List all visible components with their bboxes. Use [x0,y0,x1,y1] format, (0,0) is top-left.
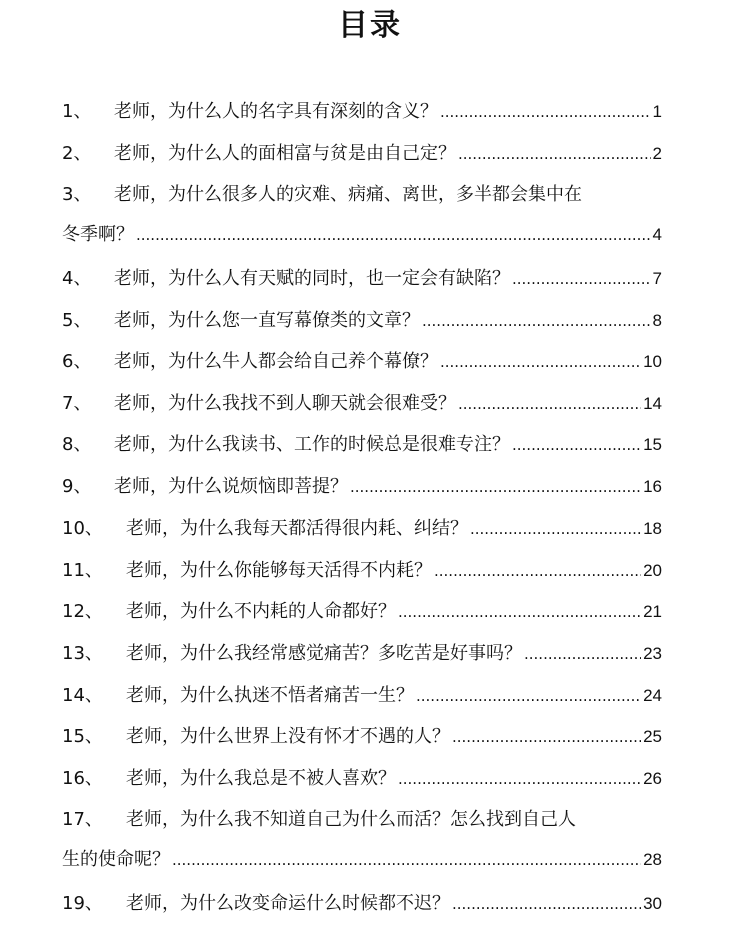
entry-page-number: 23 [643,644,662,663]
toc-entry-2[interactable] [62,142,662,166]
entry-page-number: 4 [652,225,662,244]
toc-entry-14[interactable] [62,684,662,708]
entry-number: 3、 [62,184,92,205]
entry-title: 老师，为什么你能够每天活得不内耗？ [126,560,432,581]
entry-page-number: 20 [643,561,662,580]
page-title: 目录 [338,8,402,43]
entry-page-number: 16 [643,477,662,496]
entry-number: 5、 [62,310,92,331]
entry-number: 17、 [62,809,103,830]
toc-entry-11[interactable] [62,559,662,583]
toc-entry-17[interactable] [62,808,662,872]
entry-title: 老师，为什么人的名字具有深刻的含义？ [114,101,438,122]
entry-title: 老师，为什么人有天赋的同时，也一定会有缺陷？ [114,268,510,289]
dot-leader [452,892,641,916]
entry-number: 1、 [62,101,92,122]
toc-entry-16[interactable] [62,767,662,791]
dot-leader [440,100,651,124]
entry-title: 老师，为什么牛人都会给自己养个幕僚？ [114,351,438,372]
dot-leader [452,725,641,749]
entry-title-line1: 老师，为什么很多人的灾难、病痛、离世，多半都会集中在 [114,184,582,205]
entry-page-number: 15 [643,435,662,454]
entry-number: 8、 [62,434,92,455]
entry-title-line2: 冬季啊？ [62,224,134,245]
toc-entry-9[interactable] [62,475,662,499]
entry-title: 老师，为什么世界上没有怀才不遇的人？ [126,726,450,747]
entry-page-number: 14 [643,394,662,413]
toc-entry-10[interactable] [62,517,662,541]
entry-number: 13、 [62,643,103,664]
entry-number: 14、 [62,685,103,706]
entry-title: 老师，为什么不内耗的人命都好？ [126,601,396,622]
entry-number: 2、 [62,143,92,164]
toc-entry-12[interactable] [62,600,662,624]
entry-title: 老师，为什么我读书、工作的时候总是很难专注？ [114,434,510,455]
entry-title: 老师，为什么说烦恼即菩提？ [114,476,348,497]
entry-number: 10、 [62,518,103,539]
entry-page-number: 10 [643,352,662,371]
dot-leader [398,600,641,624]
entry-number: 12、 [62,601,103,622]
dot-leader [524,642,641,666]
entry-number: 16、 [62,768,103,789]
dot-leader [422,309,651,333]
entry-page-number: 18 [643,519,662,538]
toc-entry-15[interactable] [62,725,662,749]
entry-title: 老师，为什么改变命运什么时候都不迟？ [126,893,450,914]
entry-page-number: 21 [643,602,662,621]
toc-entry-8[interactable] [62,433,662,457]
dot-leader [172,848,641,872]
entry-page-number: 7 [652,269,662,288]
entry-title: 老师，为什么我每天都活得很内耗、纠结？ [126,518,468,539]
entry-number: 7、 [62,393,92,414]
dot-leader [398,767,641,791]
toc-entry-6[interactable] [62,350,662,374]
entry-title: 老师，为什么人的面相富与贫是由自己定？ [114,143,456,164]
dot-leader [350,475,641,499]
toc-entry-19[interactable] [62,892,662,916]
entry-title: 老师，为什么我找不到人聊天就会很难受？ [114,393,456,414]
entry-title: 老师，为什么您一直写幕僚类的文章？ [114,310,420,331]
entry-number: 19、 [62,893,103,914]
entry-number: 15、 [62,726,103,747]
entry-number: 4、 [62,268,92,289]
toc-entry-1[interactable] [62,100,662,124]
entry-title-line1: 老师，为什么我不知道自己为什么而活？怎么找到自己人 [126,809,576,830]
entry-page-number: 25 [643,727,662,746]
entry-page-number: 2 [652,144,662,163]
toc-entry-4[interactable] [62,267,662,291]
entry-number: 6、 [62,351,92,372]
entry-title-line2: 生的使命呢？ [62,849,170,870]
dot-leader [470,517,641,541]
toc-entry-5[interactable] [62,309,662,333]
toc-entry-7[interactable] [62,392,662,416]
entry-number: 11、 [62,560,103,581]
dot-leader [416,684,641,708]
toc-entry-13[interactable] [62,642,662,666]
dot-leader [136,223,651,247]
dot-leader [512,267,651,291]
entry-page-number: 26 [643,769,662,788]
dot-leader [440,350,641,374]
entry-title: 老师，为什么执迷不悟者痛苦一生？ [126,685,414,706]
entry-page-number: 1 [652,102,662,121]
dot-leader [458,142,651,166]
dot-leader [512,433,641,457]
entry-number: 9、 [62,476,92,497]
entry-page-number: 28 [643,850,662,869]
entry-page-number: 30 [643,894,662,913]
entry-page-number: 8 [652,311,662,330]
entry-title: 老师，为什么我经常感觉痛苦？多吃苦是好事吗？ [126,643,522,664]
toc-entry-3[interactable] [62,183,662,247]
entry-title: 老师，为什么我总是不被人喜欢？ [126,768,396,789]
dot-leader [458,392,641,416]
entry-page-number: 24 [643,686,662,705]
dot-leader [434,559,641,583]
